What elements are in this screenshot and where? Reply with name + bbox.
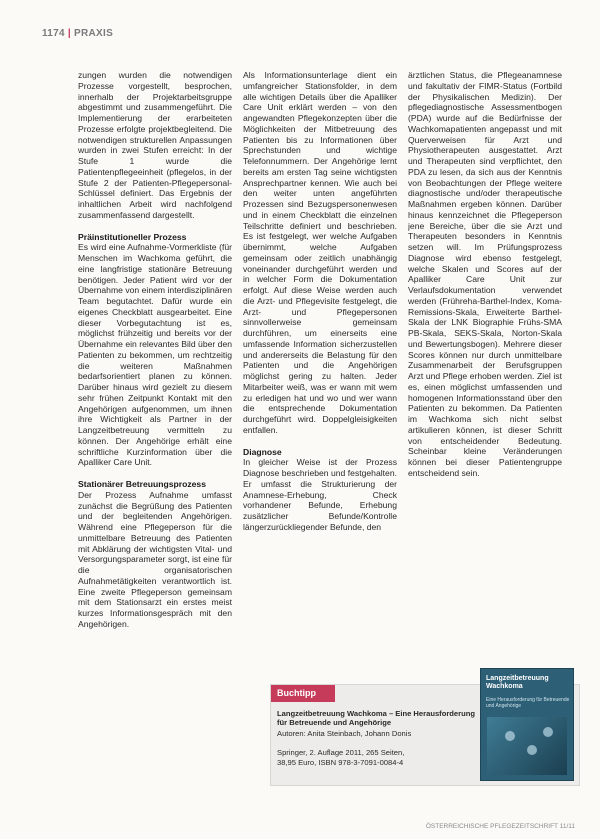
heading-diagnose: Diagnose: [243, 446, 282, 457]
book-cover-illustration: [487, 717, 567, 775]
column-1-intro: zungen wurden die notwendigen Prozesse vorgestellt, besprochen, innerhalb der Projektarbeitsgruppe abgestimmt und zusammengeführt. Die Implementierung der erarbeiteten Prozesse erfolgte projektbegleitend. Die notwendigen strukturellen Anpassungen wurden in zwei Stufen erreicht: In der Stufe 1 wurde die Patientenpflegeeinheit (pflegelos, in der Stufe 2 der Patienten-Pflegepersonal-Schlüssel definiert. Das Ergebnis der inhaltlichen Arbeit wird nachfolgend zusammenfassend dargestellt.: [78, 70, 232, 220]
paragraph-informationsunterlage: Als Informationsunterlage dient ein umfangreicher Stationsfolder, in dem alle wichtigen Details über die Apalliker Care Unit erklärt werden – von den angewandten Pflegekonzepten über die Möglichkeiten der Mitbetreuung des Patienten bis zu Informationen über Sprechstunden und wichtige Telefonnummern. Der Angehörige lernt bereits am ersten Tag seine wichtigsten Ansprechpartner kennen. Wie auch bei den weiter unten angeführten Prozessen sind Bezugspersonenwesen und in einem Checkblatt die einzelnen Teilschritte definiert und beschrieben. Es ist festgelegt, wer welche Aufgaben übernimmt, welche Aufgaben gemeinsam oder zeitlich unabhängig voneinander durchgeführt werden und in welcher Form die Dokumentation erfolgt. Auf diese Weise werden auch die Arzt- und Pflegevisite festgelegt, die Arzt- und Pflegepersonen sinnvollerweise gemeinsam durchführen, um einerseits eine umfassende Information sicherzustellen und andererseits die Belastung für den Patienten und die Angehörigen möglichst gering zu halten. Jeder Mitarbeiter weiß, was er wann mit wem zu erledigen hat und wo und wer wann die entsprechende Dokumentation durchgeführt wird. Doppelgleisigkeiten entfallen.: [243, 70, 397, 435]
section-title: PRAXIS: [74, 28, 114, 39]
book-cover-image: [480, 668, 574, 781]
paragraph-stationaer: Der Prozess Aufnahme umfasst zunächst die Begrüßung des Patienten und der begleitenden Angehörigen. Während eine Pflegeperson für die unmittelbare Betreuung des Patienten mit Abklärung der wichtigsten Vital- und Versorgungsparameter sorgt, ist eine für die organisatorischen Aufnahmetätigkeiten verantwortlich ist. Eine zweite Pflegeperson gemeinsam mit dem Stationsarzt ein erstes meist kurzes Informationsgespräch mit den Angehörigen.: [78, 489, 232, 629]
text-column-1: [78, 70, 232, 820]
book-cover-subtitle: Eine Herausforderung für Betreuende und Angehörige: [486, 697, 570, 709]
paragraph-praeinstitutionell: Es wird eine Aufnahme-Vormerkliste (für Menschen im Wachkoma geführt, die eine langfristige stationäre Betreuung benötigen. Jeder Patient wird vor der Übernahme von einem interdisziplinären Team begutachtet. Dafür wurde ein eigenes Checkblatt ausgearbeitet. Eine dieser Vorbegutachtung ist es, möglichst frühzeitig und bereits vor der Übernahme ein relevantes Bild über den Patienten zu bekommen, um rechtzeitig die weiteren Maßnahmen bedarfsorientiert planen zu können. Darüber hinaus wird gezielt zu diesem sehr frühen Zeitpunkt Kontakt mit den Angehörigen aufgenommen, um ihnen ihre Wichtigkeit als Partner in der Langzeitbetreuung vermitteln zu können. Der Angehörige erhält eine schriftliche Kurzinformation über die Apalliker Care Unit.: [78, 242, 232, 468]
page-header: [42, 28, 113, 39]
text-column-2: [243, 70, 397, 700]
book-meta: [277, 748, 477, 767]
book-cover-title: Langzeitbetreuung Wachkoma: [486, 675, 549, 690]
page-footer: ÖSTERREICHISCHE PFLEGEZEITSCHRIFT 11/11: [425, 823, 575, 830]
book-tip-badge: Buchtipp: [271, 685, 335, 702]
header-separator: |: [67, 28, 72, 39]
book-title: Langzeitbetreuung Wachkoma – Eine Herausforderung für Betreuende und Angehörige: [277, 709, 476, 728]
page-number: 1174: [42, 28, 65, 39]
text-column-3: [408, 70, 562, 620]
paragraph-status-assessment: ärztlichen Status, die Pflegeanamnese und fakultativ der FIMR-Status (Fortbild der Physikalischen Medizin). Der pflegediagnostische Assessmentbogen (PDA) wurde auf die Bedürfnisse der Wachkomapatienten angepasst und mit Querverweisen für Arzt und Physiotherapeuten ausgestattet. Arzt und Therapeuten sind verpflichtet, den PDA zu lesen, da sich aus der Kenntnis von Beobachtungen der Pflege weitere diagnostische und/oder therapeutische Maßnahmen ergeben können. Darüber hinaus kennzeichnet die Pflegeperson jene Bereiche, über die sie Arzt und Therapeuten besonders in Kenntnis setzen will. Im Prüfungsprozess Diagnose wird ebenso festgelegt, welche Skalen und Scores auf der Apalliker Care Unit zur Verlaufsdokumentation verwendet werden (Frühreha-Barthel-Index, Koma-Remissions-Skala, Erweiterte Barthel-Skala der LNK Biographie Frühs-SMA PB-Skala, SEKS-Skala, Norton-Skala und Bewertungsbogen). Mehrere dieser Scores können nur durch unmittelbare Zusammenarbeit der Berufsgruppen Arzt und Pflege erhoben werden. Ziel ist es, einen möglichst umfassenden und homogenen Informationsstand über den Patienten zu bekommen. Da Patienten im Wachkoma sich nicht selbst artikulieren können, ist dieser Schritt von entscheidender Bedeutung. Scheinbar kleine Veränderungen können bei dieser Patientengruppe entscheidend sein.: [408, 70, 562, 478]
book-meta-line-1: Springer, 2. Auflage 2011, 265 Seiten,: [277, 748, 405, 758]
heading-stationaerer-betreuungsprozess: Stationärer Betreuungsprozess: [78, 479, 206, 489]
book-authors: Autoren: Anita Steinbach, Johann Donis: [277, 728, 412, 738]
paragraph-diagnose: In gleicher Weise ist der Prozess Diagnose beschrieben und festgehalten. Er umfasst die Strukturierung der Anamnese-Erhebung, Check vorhandener Befunde, Erhebung zusätzlicher Befunde/Kontrolle längerzurückliegender Befunde, den: [243, 457, 397, 532]
book-tip-text: [277, 709, 477, 767]
heading-praeinstitutioneller-prozess: Präinstitutioneller Prozess: [78, 231, 187, 242]
book-meta-line-2: 38,95 Euro, ISBN 978-3-7091-0084-4: [277, 757, 404, 767]
